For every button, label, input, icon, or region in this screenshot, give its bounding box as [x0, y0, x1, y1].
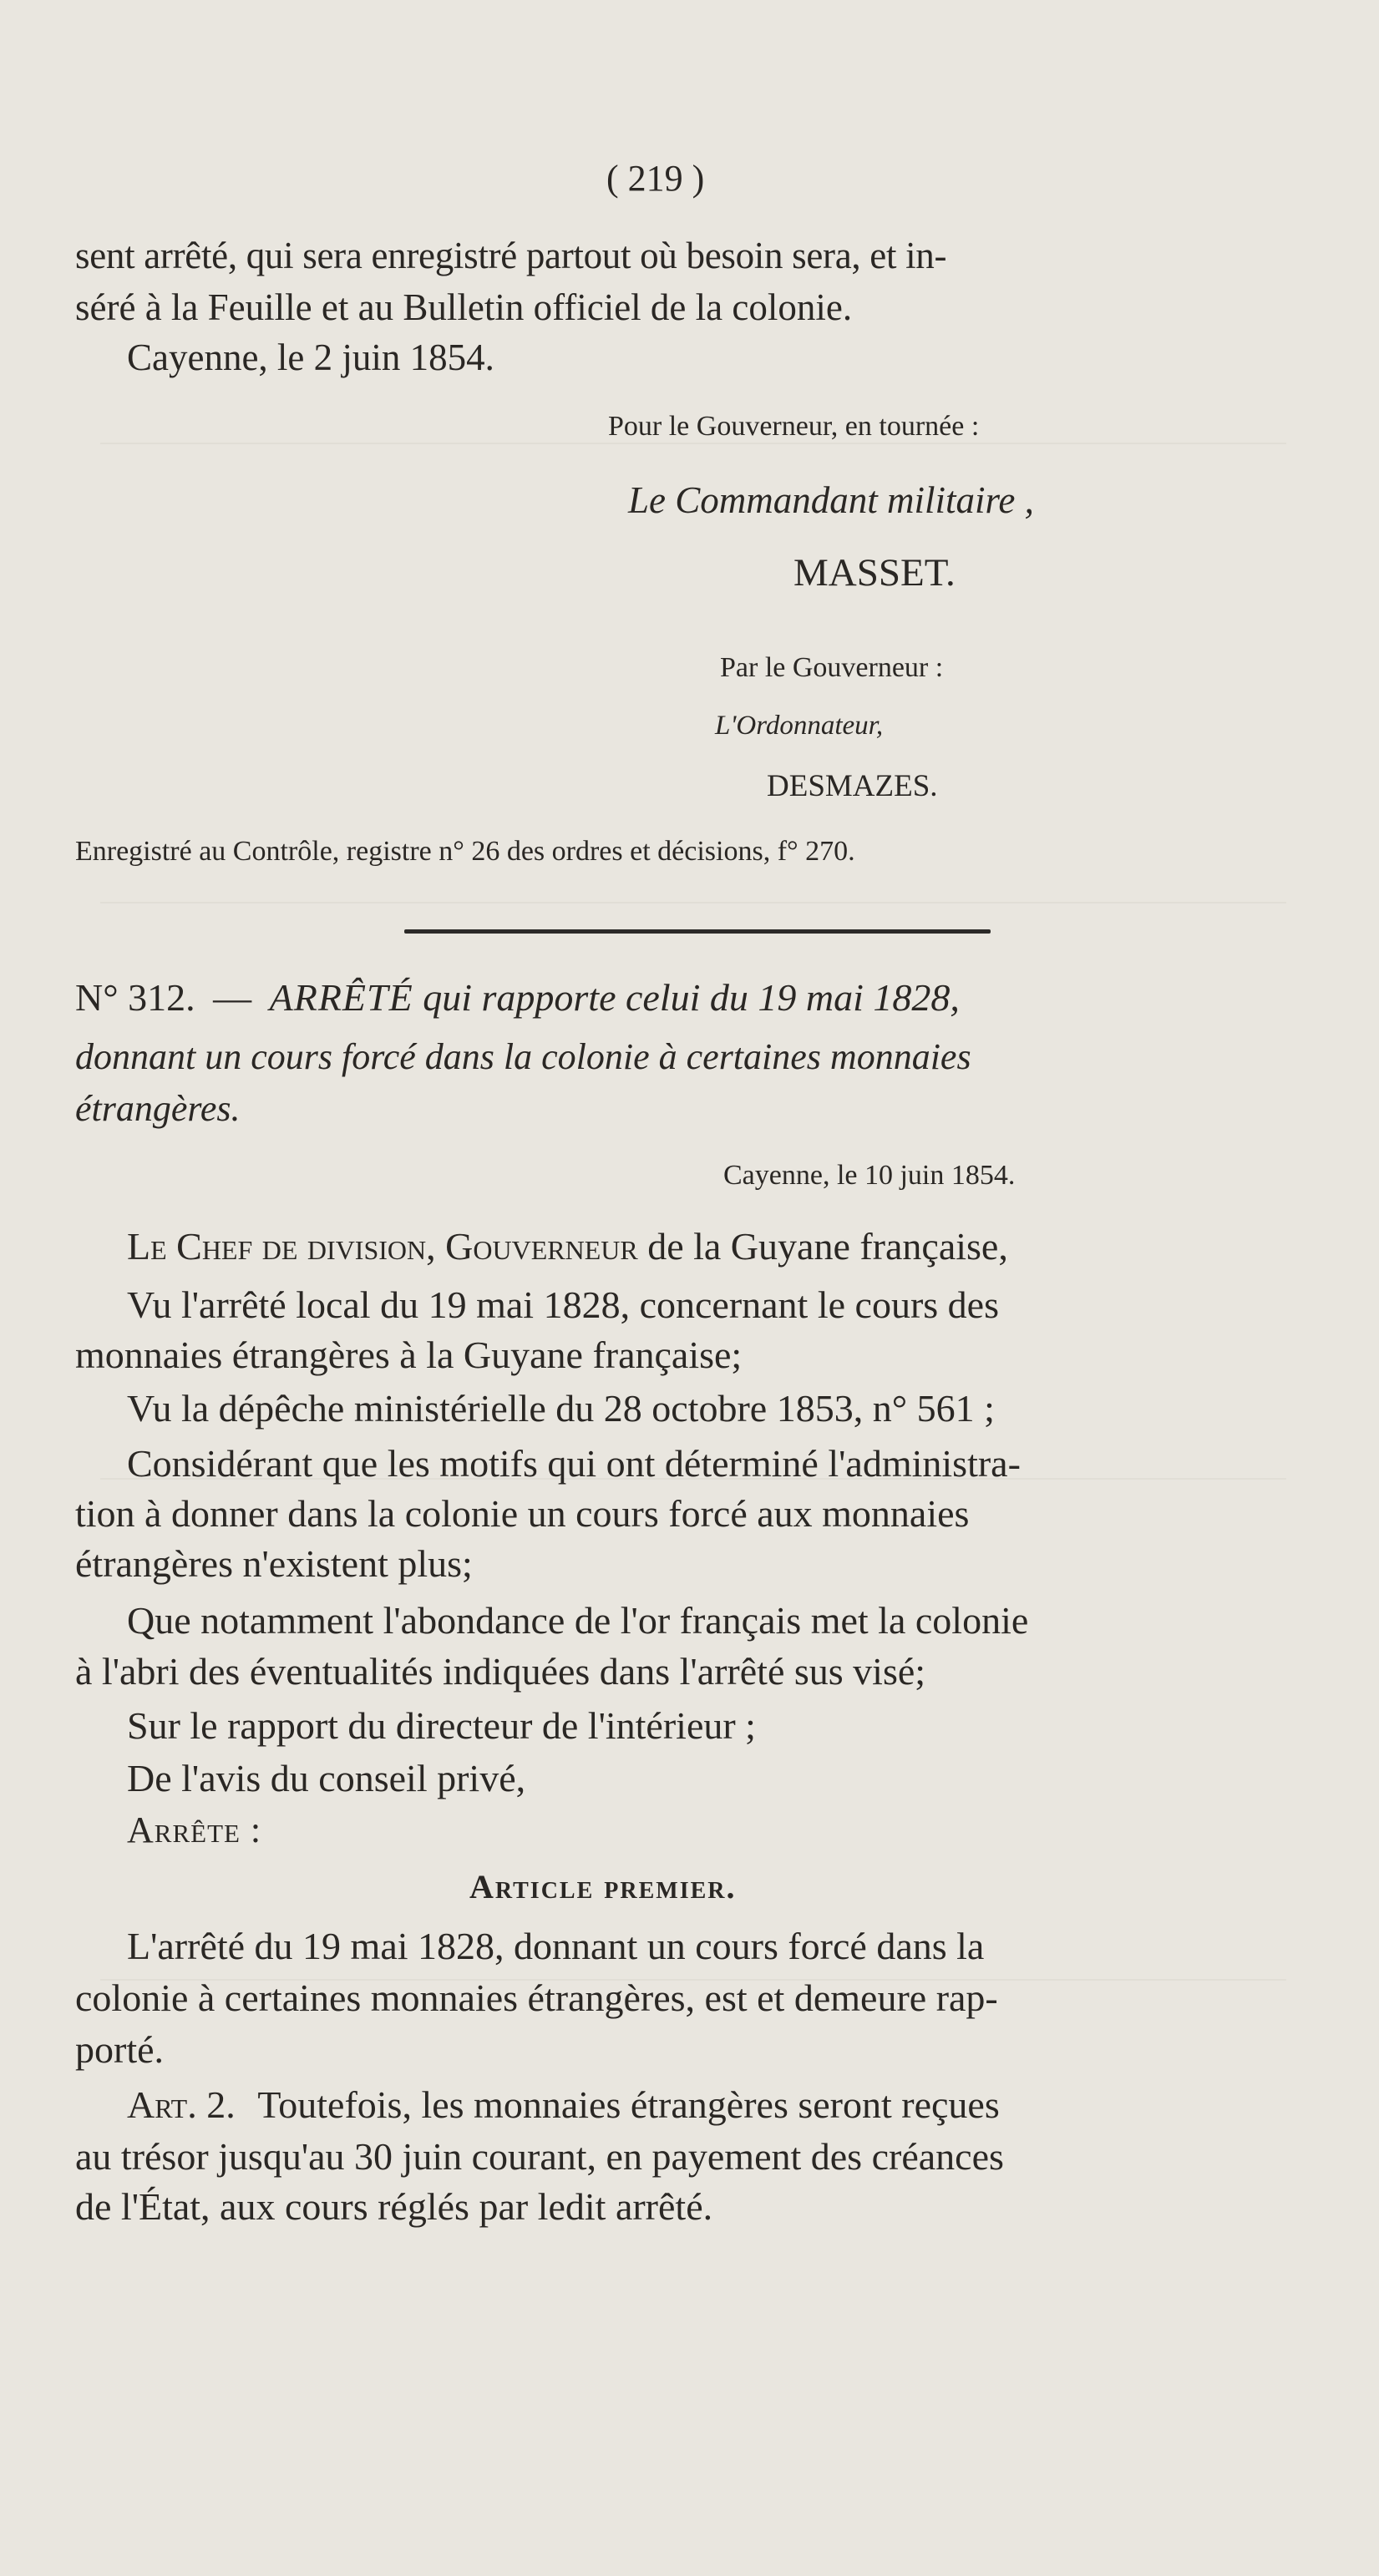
article1-line: porté.	[75, 2028, 165, 2071]
arrete-label: Arrête :	[127, 1809, 262, 1850]
body-line: Que notamment l'abondance de l'or français met la colonie	[127, 1599, 1029, 1642]
commandant-title: Le Commandant militaire ,	[628, 479, 1034, 521]
body-line: Vu l'arrêté local du 19 mai 1828, concernant le cours des	[127, 1283, 999, 1326]
page-number: ( 219 )	[606, 158, 705, 199]
article2-line: de l'État, aux cours réglés par ledit arrêté.	[75, 2185, 713, 2228]
decree-place-date: Cayenne, le 10 juin 1854.	[723, 1160, 1016, 1191]
body-line: à l'abri des éventualités indiquées dans l'arrêté sus visé;	[75, 1650, 926, 1693]
decree-heading-line-1	[75, 976, 960, 1019]
by-governor-line: Par le Gouverneur :	[720, 652, 944, 683]
commandant-name: MASSET.	[793, 551, 956, 595]
article2-text: Toutefois, les monnaies étrangères seront reçues	[257, 2083, 1000, 2126]
for-governor-line: Pour le Gouverneur, en tournée :	[608, 411, 980, 442]
place-date-1: Cayenne, le 2 juin 1854.	[127, 337, 494, 378]
authority-title: Le Chef de division, Gouverneur	[127, 1225, 638, 1268]
decree-dash: —	[213, 976, 252, 1019]
article2-label: Art. 2.	[127, 2083, 236, 2126]
decree-title-line-3: étrangères.	[75, 1088, 241, 1129]
continuation-line-2: séré à la Feuille et au Bulletin officiel de la colonie.	[75, 286, 853, 328]
body-line: Vu la dépêche ministérielle du 28 octobre 1853, n° 561 ;	[127, 1387, 995, 1430]
body-line: Considérant que les motifs qui ont déterminé l'administra-	[127, 1442, 1021, 1485]
body-line: De l'avis du conseil privé,	[127, 1757, 526, 1799]
registration-note: Enregistré au Contrôle, registre n° 26 des ordres et décisions, f° 270.	[75, 836, 855, 867]
article-premier-heading: Article premier.	[469, 1868, 737, 1905]
authority-line	[127, 1227, 1008, 1266]
article1-line: L'arrêté du 19 mai 1828, donnant un cours forcé dans la	[127, 1925, 985, 1967]
decree-number: N° 312.	[75, 976, 195, 1019]
body-line: étrangères n'existent plus;	[75, 1542, 473, 1585]
ordonnateur-name: DESMAZES.	[767, 769, 938, 803]
ordonnateur-title: L'Ordonnateur,	[715, 711, 884, 741]
body-line: monnaies étrangères à la Guyane française;	[75, 1334, 743, 1376]
decree-title-rest: qui rapporte celui du 19 mai 1828,	[423, 976, 960, 1019]
article2-line-1	[127, 2083, 1000, 2126]
decree-title-line-2: donnant un cours forcé dans la colonie à certaines monnaies	[75, 1036, 971, 1077]
separator-rule	[404, 929, 991, 934]
decree-title-caps: ARRÊTÉ	[269, 976, 413, 1019]
body-line: tion à donner dans la colonie un cours forcé aux monnaies	[75, 1492, 970, 1535]
body-line: Sur le rapport du directeur de l'intérieur ;	[127, 1704, 756, 1747]
article1-line: colonie à certaines monnaies étrangères, est et demeure rap-	[75, 1976, 998, 2019]
authority-rest: de la Guyane française,	[647, 1225, 1008, 1268]
article2-line: au trésor jusqu'au 30 juin courant, en payement des créances	[75, 2135, 1004, 2178]
continuation-line-1: sent arrêté, qui sera enregistré partout où besoin sera, et in-	[75, 235, 947, 276]
